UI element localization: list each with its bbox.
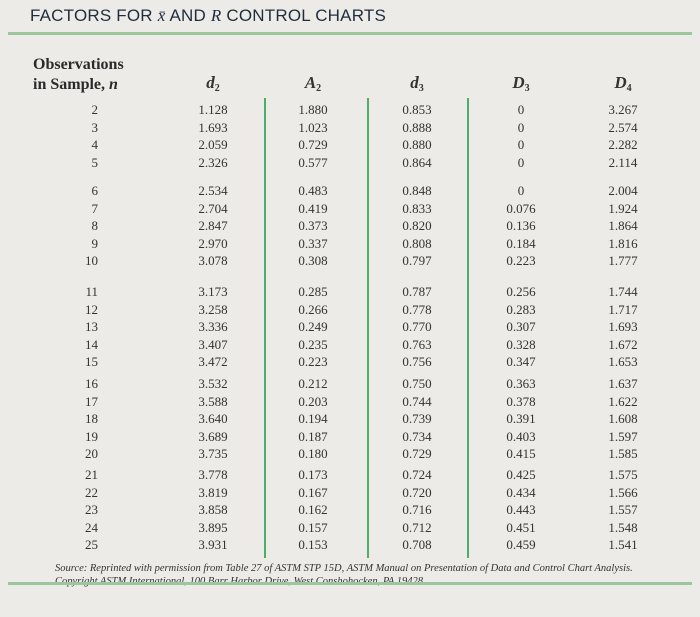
factor-value-d2: 3.819 [198,484,228,500]
sample-size: 15 [85,354,98,369]
factor-value-d4: 1.693 [608,319,638,334]
sample-size: 7 [91,200,98,216]
factor-value-d2: 2.704 [198,200,228,216]
factor-value-d4: 1.566 [608,484,638,500]
factor-value-d3: 0.820 [402,218,432,233]
factor-value-a2: 0.577 [298,154,328,170]
sample-size: 25 [85,537,98,552]
factor-value-d3: 0.833 [402,200,432,216]
factor-value-d4: 2.004 [608,183,638,198]
factor-value-d4: 1.924 [608,200,638,216]
factor-value-a2: 0.157 [298,519,328,535]
factor-value-d3: 0.744 [402,393,432,409]
factor-value-a2: 0.729 [298,137,328,152]
factor-value-d3: 0.378 [506,393,536,409]
factor-value-a2: 1.023 [298,119,328,135]
factor-value-d2: 3.472 [198,354,228,369]
factor-value-d3: 0.778 [402,301,432,317]
sample-size: 3 [91,119,98,135]
factor-value-a2: 0.419 [298,200,328,216]
factor-value-a2: 0.266 [298,301,328,317]
factor-value-d3: 0 [517,154,525,170]
sample-size: 24 [85,519,98,535]
bottom-rule [8,582,692,585]
factor-value-d3: 0.853 [402,102,432,117]
factor-value-a2: 0.308 [298,253,328,268]
sample-size: 17 [85,393,98,409]
factor-value-d2: 1.128 [198,102,228,117]
factor-value-d3: 0.888 [402,119,432,135]
sample-size: 6 [91,183,98,198]
factor-value-d3: 0.136 [506,218,536,233]
sample-size: 14 [85,336,98,352]
factor-value-a2: 0.285 [298,284,328,299]
factor-value-a2: 0.249 [298,319,328,334]
factor-value-d3: 0.734 [402,428,432,444]
factor-value-d3: 0.708 [402,537,432,552]
factor-value-a2: 0.153 [298,537,328,552]
factor-value-d3: 0.864 [402,154,432,170]
factor-value-d2: 1.693 [198,119,228,135]
factor-value-d4: 1.597 [608,428,638,444]
factor-value-d3: 0.403 [506,428,536,444]
factor-value-d3: 0.787 [402,284,432,299]
factor-value-a2: 0.337 [298,235,328,251]
factor-value-d4: 1.653 [608,354,638,369]
factor-value-d4: 1.608 [608,411,638,426]
factor-value-a2: 0.180 [298,446,328,461]
factor-value-d3: 0.283 [506,301,536,317]
sample-size: 18 [85,411,98,426]
factor-value-d2: 2.847 [198,218,228,233]
column-header-d3: $D_3$ [512,73,530,94]
factor-value-d4: 1.622 [608,393,638,409]
factor-value-d3: 0.459 [506,537,536,552]
factor-value-d3: 0.451 [506,519,536,535]
sample-size: 4 [91,137,98,152]
column-header-a2: $A_2$ [304,73,322,94]
factor-value-d3: 0 [517,183,525,198]
factor-value-a2: 0.162 [298,502,328,517]
factor-value-d3: 0.770 [402,319,432,334]
factor-value-a2: 0.223 [298,354,328,369]
factor-value-d2: 3.689 [198,428,228,444]
factor-value-a2: 0.203 [298,393,328,409]
factor-value-d3: 0.223 [506,253,536,268]
r-symbol: R [210,6,222,25]
factor-value-d2: 3.895 [198,519,228,535]
factor-value-d3: 0.363 [506,376,536,391]
sample-size: 19 [85,428,98,444]
factor-value-a2: 0.194 [298,411,328,426]
factor-value-d4: 1.717 [608,301,638,317]
factor-value-d3: 0.763 [402,336,432,352]
factor-value-d3: 0.739 [402,411,432,426]
factor-value-d4: 1.541 [608,537,638,552]
sample-size: 20 [85,446,98,461]
factor-value-d3: 0.756 [402,354,432,369]
factor-value-d3: 0.729 [402,446,432,461]
factor-value-d3: 0.347 [506,354,536,369]
factor-value-d3: 0 [517,137,525,152]
factor-value-d2: 3.858 [198,502,228,517]
factor-value-d2: 2.059 [198,137,228,152]
factor-value-a2: 0.187 [298,428,328,444]
factor-value-d3: 0.184 [506,235,536,251]
factor-value-d3: 0.797 [402,253,432,268]
factor-value-d3: 0.720 [402,484,432,500]
column-header-d4: $D_4$ [614,73,632,94]
page-title: FACTORS FOR x̄ AND R CONTROL CHARTS [30,6,386,25]
factor-value-d2: 2.970 [198,235,228,251]
factor-value-d4: 3.267 [608,102,638,117]
factor-value-d2: 3.407 [198,336,228,352]
sample-size: 22 [85,484,98,500]
observations-header: Observations in Sample, n [33,56,124,93]
factor-value-d3: 0.808 [402,235,432,251]
factor-value-d4: 1.585 [608,446,638,461]
sample-size: 13 [85,319,98,334]
factor-value-a2: 0.373 [298,218,328,233]
factor-value-d2: 2.534 [198,183,228,198]
factor-value-a2: 1.880 [298,102,328,117]
factor-value-d2: 3.735 [198,446,228,461]
factor-value-d2: 3.588 [198,393,228,409]
factor-value-d2: 3.931 [198,537,228,552]
sample-size: 23 [85,502,98,517]
factor-value-d3: 0.880 [402,137,432,152]
factor-value-a2: 0.235 [298,336,328,352]
sample-size: 9 [91,235,98,251]
factor-value-d3: 0.076 [506,200,536,216]
factor-value-d4: 1.557 [608,502,638,517]
factor-value-d4: 1.575 [608,467,638,482]
factor-value-a2: 0.173 [298,467,328,482]
factor-value-d3: 0.716 [402,502,432,517]
factor-value-d4: 1.816 [608,235,638,251]
top-rule [8,32,692,35]
sample-size: 12 [85,301,98,317]
column-divider [467,98,469,558]
factor-value-d3: 0.750 [402,376,432,391]
sample-size: 8 [91,218,98,233]
sample-size: 21 [85,467,98,482]
factor-value-d3: 0.307 [506,319,536,334]
sample-size: 10 [85,253,98,268]
factor-value-d3: 0.443 [506,502,536,517]
factor-value-d4: 1.744 [608,284,638,299]
sample-size: 5 [91,154,98,170]
column-divider [264,98,266,558]
column-header-d2: $d_2$ [206,73,220,94]
factor-value-d4: 1.672 [608,336,638,352]
factor-value-d2: 2.326 [198,154,228,170]
factor-value-d3: 0.425 [506,467,536,482]
factor-value-d3: 0.415 [506,446,536,461]
source-note: Source: Reprinted with permission from Table 27 of ASTM STP 15D, ASTM Manual on Presentation of Data and Control Chart Analysis. [55,563,633,574]
factor-value-a2: 0.212 [298,376,328,391]
factor-value-d2: 3.778 [198,467,228,482]
factor-value-d2: 3.532 [198,376,228,391]
factor-value-d2: 3.258 [198,301,228,317]
factor-value-a2: 0.483 [298,183,328,198]
factor-value-d2: 3.078 [198,253,228,268]
factor-value-d3: 0.848 [402,183,432,198]
x-bar-symbol: x̄ [157,6,166,25]
factor-value-d3: 0.434 [506,484,536,500]
factor-value-d2: 3.173 [198,284,228,299]
factor-value-d3: 0 [517,119,525,135]
factor-value-d4: 2.574 [608,119,638,135]
factor-value-d3: 0.712 [402,519,432,535]
column-divider [367,98,369,558]
factor-value-a2: 0.167 [298,484,328,500]
factor-value-d4: 2.282 [608,137,638,152]
factor-value-d4: 1.777 [608,253,638,268]
factor-value-d4: 2.114 [608,154,638,170]
sample-size: 11 [85,284,98,299]
factor-value-d3: 0.391 [506,411,536,426]
factor-value-d4: 1.637 [608,376,638,391]
factor-value-d4: 1.548 [608,519,638,535]
sample-size: 2 [91,102,98,117]
factor-value-d3: 0.328 [506,336,536,352]
sample-size: 16 [85,376,98,391]
factor-value-d2: 3.336 [198,319,228,334]
factor-value-d3: 0 [517,102,525,117]
factor-value-d2: 3.640 [198,411,228,426]
factor-value-d4: 1.864 [608,218,638,233]
factor-value-d3: 0.256 [506,284,536,299]
column-header-d3: $d_3$ [410,73,424,94]
factor-value-d3: 0.724 [402,467,432,482]
